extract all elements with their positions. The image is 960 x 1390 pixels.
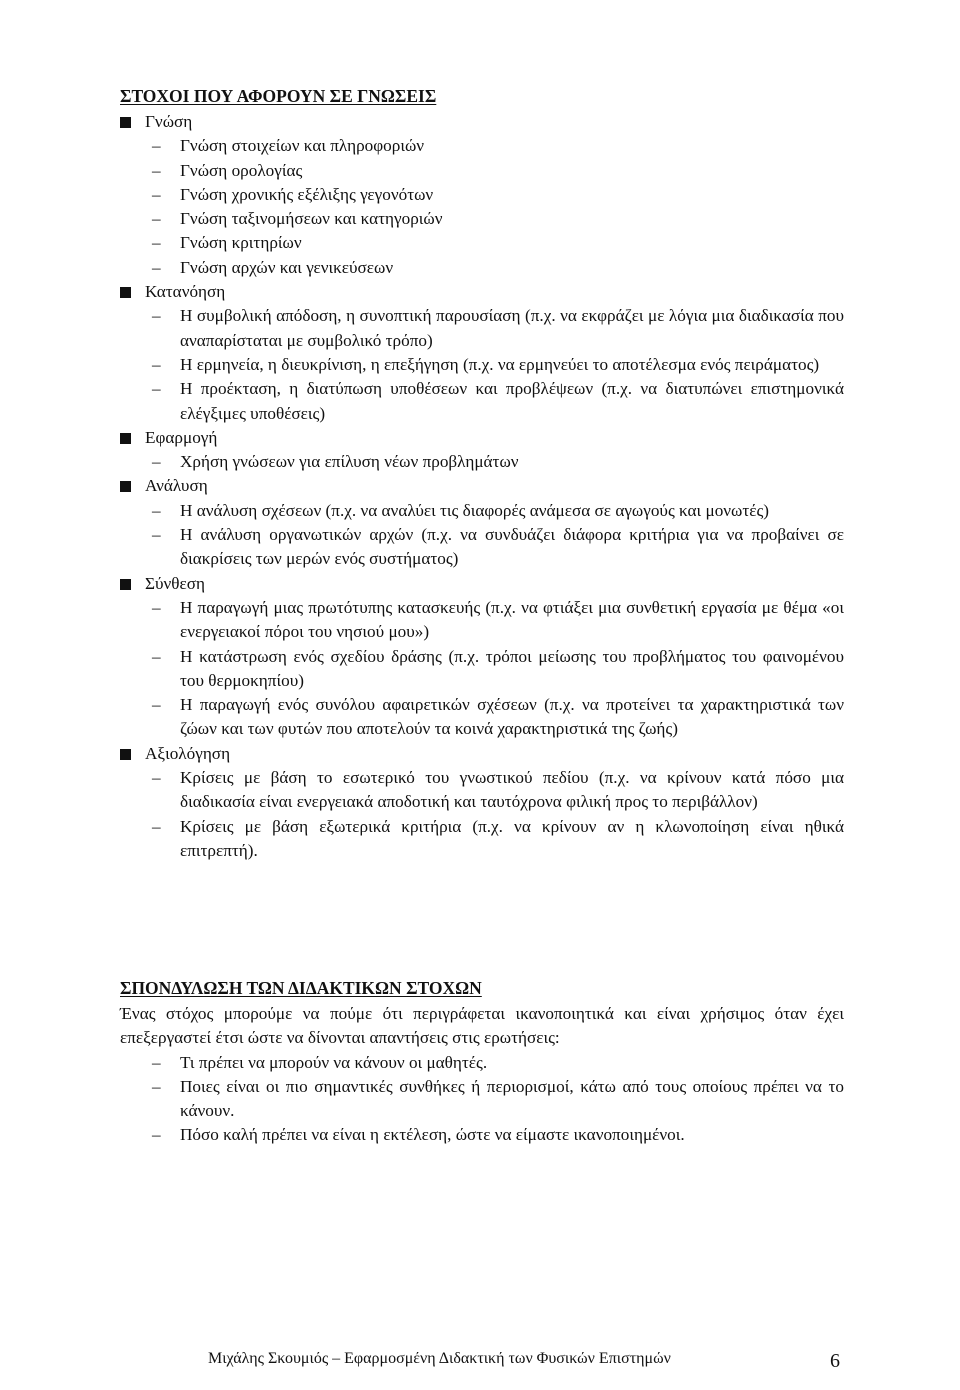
list-item: – Η παραγωγή μιας πρωτότυπης κατασκευής (π.χ. να φτιάξει μια συνθετική εργασία με θέμα «οι ενεργειακοί πόροι του νησιού μου») [152, 596, 844, 645]
question-item: – Τι πρέπει να μπορούν να κάνουν οι μαθητές. [152, 1051, 844, 1075]
list-item: – Η παραγωγή ενός συνόλου αφαιρετικών σχέσεων (π.χ. να προτείνει τα χαρακτηριστικά των ζώων και των φυτών που αποτελούν τα κοινά χαρακτηριστικά της ζωής) [152, 693, 844, 742]
section-title: Κατανόηση [145, 282, 226, 302]
list-item: – Γνώση ταξινομήσεων και κατηγοριών [152, 207, 844, 231]
section-knowledge [120, 110, 844, 280]
section-title: Γνώση [145, 112, 193, 131]
question-item: – Ποιες είναι οι πιο σημαντικές συνθήκες ή περιορισμοί, κάτω από τους οποίους πρέπει να το κάνουν. [152, 1075, 844, 1124]
dash-bullet-icon: – [152, 306, 161, 326]
dash-bullet-icon: – [152, 597, 161, 617]
section-comprehension [120, 280, 844, 426]
list-item: – Η συμβολική απόδοση, η συνοπτική παρουσίαση (π.χ. να εκφράζει με λόγια μια διαδικασία που αναπαρίσταται με συμβολικό τρόπο) [152, 304, 844, 353]
dash-bullet-icon: – [152, 160, 161, 180]
section-evaluation [120, 742, 844, 863]
list-item: – Η ανάλυση σχέσεων (π.χ. να αναλύει τις διαφορές ανάμεσα σε αγωγούς και μονωτές) [152, 499, 844, 523]
heading-goal-articulation: ΣΠΟΝΔΥΛΩΣΗ ΤΩΝ ΔΙΔΑΚΤΙΚΩΝ ΣΤΟΧΩΝ [120, 978, 482, 998]
list-item: – Κρίσεις με βάση εξωτερικά κριτήρια (π.χ. να κρίνουν αν η κλωνοποίηση είναι ηθικά επιτρεπτή). [152, 815, 844, 864]
dash-bullet-icon: – [152, 233, 161, 253]
section-title: Ανάλυση [145, 476, 208, 496]
dash-bullet-icon: – [152, 354, 161, 374]
dash-bullet-icon: – [152, 768, 161, 788]
square-bullet-icon [120, 117, 131, 128]
dash-bullet-icon: – [152, 136, 161, 156]
square-bullet-icon [120, 481, 131, 492]
page-footer: Μιχάλης Σκουμιός – Εφαρμοσμένη Διδακτική των Φυσικών Επιστημών [208, 1350, 671, 1367]
list-item: – Η ερμηνεία, η διευκρίνιση, η επεξήγηση (π.χ. να ερμηνεύει το αποτέλεσμα ενός πειράματος) [152, 353, 844, 377]
list-item: – Γνώση ορολογίας [152, 159, 844, 183]
dash-bullet-icon: – [152, 646, 161, 666]
dash-bullet-icon: – [152, 452, 161, 472]
dash-bullet-icon: – [152, 1125, 161, 1145]
dash-bullet-icon: – [152, 184, 161, 204]
articulation-section [120, 1002, 844, 1148]
square-bullet-icon [120, 579, 131, 590]
dash-bullet-icon: – [152, 816, 161, 836]
list-item: – Η ανάλυση οργανωτικών αρχών (π.χ. να συνδυάζει διάφορα κριτήρια για να προβαίνει σε διακρίσεις των μερών ενός συστήματος) [152, 523, 844, 572]
section-title: Σύνθεση [145, 573, 205, 593]
goals-list [120, 110, 844, 863]
square-bullet-icon [120, 287, 131, 298]
section-analysis [120, 474, 844, 571]
list-item: – Κρίσεις με βάση το εσωτερικό του γνωστικού πεδίου (π.χ. να κρίνουν κατά πόσο μια διαδικασία είναι ενεργειακά αποδοτική και ταυτόχρονα φιλική προς το περιβάλλον) [152, 766, 844, 815]
dash-bullet-icon: – [152, 209, 161, 229]
list-item: – Η κατάστρωση ενός σχεδίου δράσης (π.χ. τρόποι μείωσης του προβλήματος του φαινομένου του θερμοκηπίου) [152, 645, 844, 694]
section-title: Αξιολόγηση [145, 743, 231, 763]
section-application [120, 426, 844, 475]
square-bullet-icon [120, 749, 131, 760]
section-title: Εφαρμογή [145, 427, 218, 447]
dash-bullet-icon: – [152, 1076, 161, 1096]
list-item: – Χρήση γνώσεων για επίλυση νέων προβλημάτων [152, 450, 844, 474]
dash-bullet-icon: – [152, 257, 161, 277]
question-item: – Πόσο καλή πρέπει να είναι η εκτέλεση, ώστε να είμαστε ικανοποιημένοι. [152, 1123, 844, 1147]
dash-bullet-icon: – [152, 379, 161, 399]
heading-knowledge-goals: ΣΤΟΧΟΙ ΠΟΥ ΑΦΟΡΟΥΝ ΣΕ ΓΝΩΣΕΙΣ [120, 86, 437, 106]
dash-bullet-icon: – [152, 525, 161, 545]
intro-paragraph: Ένας στόχος μπορούμε να πούμε ότι περιγράφεται ικανοποιητικά και είναι χρήσιμος όταν έχει επεξεργαστεί έτσι ώστε να δίνονται απαντήσεις στις ερωτήσεις: [120, 1004, 844, 1048]
dash-bullet-icon: – [152, 500, 161, 520]
dash-bullet-icon: – [152, 1052, 161, 1072]
list-item: – Γνώση χρονικής εξέλιξης γεγονότων [152, 183, 844, 207]
list-item: – Η προέκταση, η διατύπωση υποθέσεων και προβλέψεων (π.χ. να διατυπώνει επιστημονικά ελέγξιμες υποθέσεις) [152, 377, 844, 426]
list-item: – Γνώση κριτηρίων [152, 231, 844, 255]
square-bullet-icon [120, 433, 131, 444]
section-synthesis [120, 572, 844, 742]
list-item: – Γνώση αρχών και γενικεύσεων [152, 256, 844, 280]
page-number: 6 [830, 1350, 840, 1372]
dash-bullet-icon: – [152, 695, 161, 715]
list-item: – Γνώση στοιχείων και πληροφοριών [152, 134, 844, 158]
